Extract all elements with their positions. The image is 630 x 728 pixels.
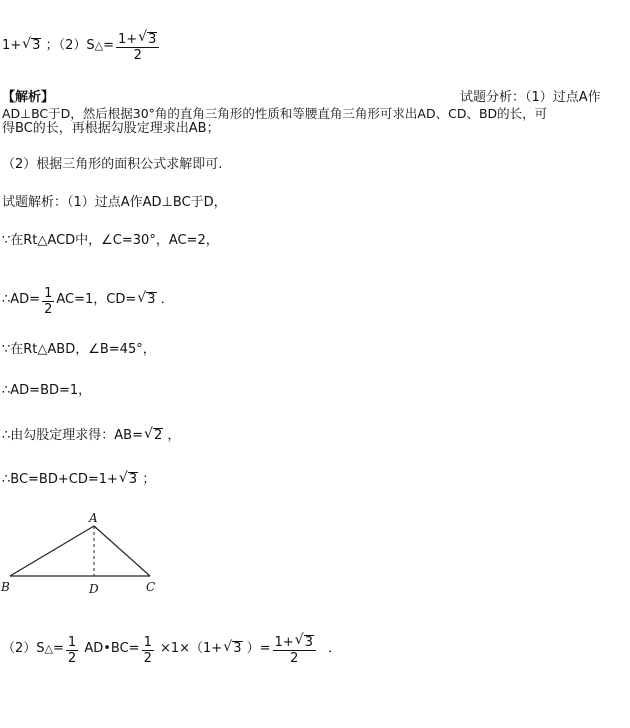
fraction-numerator: 1 bbox=[67, 635, 77, 650]
radicand: 3 bbox=[147, 292, 156, 307]
half-fraction bbox=[42, 286, 54, 317]
sqrt-symbol bbox=[137, 292, 156, 308]
triangle-subscript: △ bbox=[94, 39, 104, 52]
step2-text-a: ∴AD= bbox=[2, 292, 41, 307]
fraction-denominator: 2 bbox=[143, 651, 152, 666]
answer-part1-text: 1+ bbox=[2, 38, 22, 53]
answer-fraction bbox=[116, 32, 159, 63]
part2-line bbox=[2, 635, 341, 666]
radicand: 3 bbox=[148, 32, 157, 47]
side-ac bbox=[94, 526, 150, 576]
label-c: C bbox=[146, 580, 156, 594]
step5-text-b: ， bbox=[167, 428, 181, 443]
part2-text-a: （2）S bbox=[2, 641, 45, 656]
equals-sign: = bbox=[103, 38, 114, 53]
answer-separator: ；（2）S bbox=[45, 38, 95, 53]
half-fraction-2 bbox=[142, 635, 154, 666]
part2-text-c: ×1×（1+ bbox=[159, 641, 223, 656]
label-b: B bbox=[1, 580, 10, 594]
numerator-text: 1+ bbox=[118, 32, 138, 47]
fraction-numerator bbox=[116, 32, 159, 48]
radicand: 3 bbox=[32, 38, 41, 53]
sqrt-symbol bbox=[295, 635, 314, 650]
radicand: 3 bbox=[233, 641, 242, 656]
equals-sign: = bbox=[53, 641, 64, 656]
side-ab bbox=[10, 526, 94, 576]
triangle-subscript: △ bbox=[44, 642, 53, 655]
solution-step-3: ∵在Rt△ABD，∠B=45°， bbox=[2, 342, 156, 357]
fraction-denominator: 2 bbox=[67, 651, 77, 666]
fraction-denominator: 2 bbox=[290, 651, 299, 666]
fraction-numerator bbox=[273, 635, 316, 651]
fraction-denominator: 2 bbox=[44, 302, 53, 317]
analysis-line-3: 得BC的长，再根据勾股定理求出AB； bbox=[2, 121, 220, 136]
step2-text-c: ． bbox=[160, 292, 174, 307]
half-fraction-1 bbox=[66, 635, 78, 666]
solution-step-6 bbox=[2, 472, 155, 488]
solution-step-5 bbox=[2, 428, 180, 444]
numerator-text: 1+ bbox=[274, 635, 294, 650]
fraction-denominator: 2 bbox=[133, 48, 142, 63]
step6-text-a: ∴BC=BD+CD=1+ bbox=[2, 472, 118, 487]
analysis-line-2: AD⊥BC于D，然后根据30°角的直角三角形的性质和等腰直角三角形可求出AD、CD、BD的长，可 bbox=[2, 106, 548, 121]
part2-text-b: AD•BC= bbox=[84, 641, 140, 656]
sqrt-symbol bbox=[119, 472, 138, 488]
solution-intro: 试题解析：（1）过点A作AD⊥BC于D， bbox=[2, 195, 227, 210]
fraction-numerator: 1 bbox=[44, 286, 53, 301]
part2-text-e: ． bbox=[328, 641, 342, 656]
sqrt-symbol bbox=[22, 38, 41, 54]
result-fraction bbox=[273, 635, 316, 666]
analysis-heading: 【解析】 bbox=[2, 90, 55, 105]
label-a: A bbox=[89, 511, 98, 525]
radicand: 3 bbox=[128, 472, 138, 487]
step5-text-a: ∴由勾股定理求得：AB= bbox=[2, 428, 143, 443]
analysis-line-4: （2）根据三角形的面积公式求解即可. bbox=[2, 157, 223, 172]
step2-text-b: AC=1，CD= bbox=[56, 292, 137, 307]
solution-step-1: ∵在Rt△ACD中，∠C=30°，AC=2， bbox=[2, 233, 219, 248]
sqrt-symbol bbox=[144, 428, 163, 444]
part2-text-d: ）= bbox=[246, 641, 271, 656]
label-d: D bbox=[89, 582, 99, 596]
analysis-right-text: 试题分析：（1）过点A作 bbox=[460, 90, 601, 105]
solution-step-4: ∴AD=BD=1， bbox=[2, 383, 92, 398]
sqrt-symbol bbox=[223, 641, 242, 657]
step6-text-b: ； bbox=[142, 472, 156, 487]
triangle-figure bbox=[0, 508, 170, 600]
answer-line bbox=[2, 32, 161, 63]
radicand: 2 bbox=[153, 428, 163, 443]
fraction-numerator: 1 bbox=[143, 635, 152, 650]
solution-step-2 bbox=[2, 286, 174, 317]
sqrt-symbol bbox=[138, 32, 157, 47]
radicand: 3 bbox=[304, 635, 313, 650]
